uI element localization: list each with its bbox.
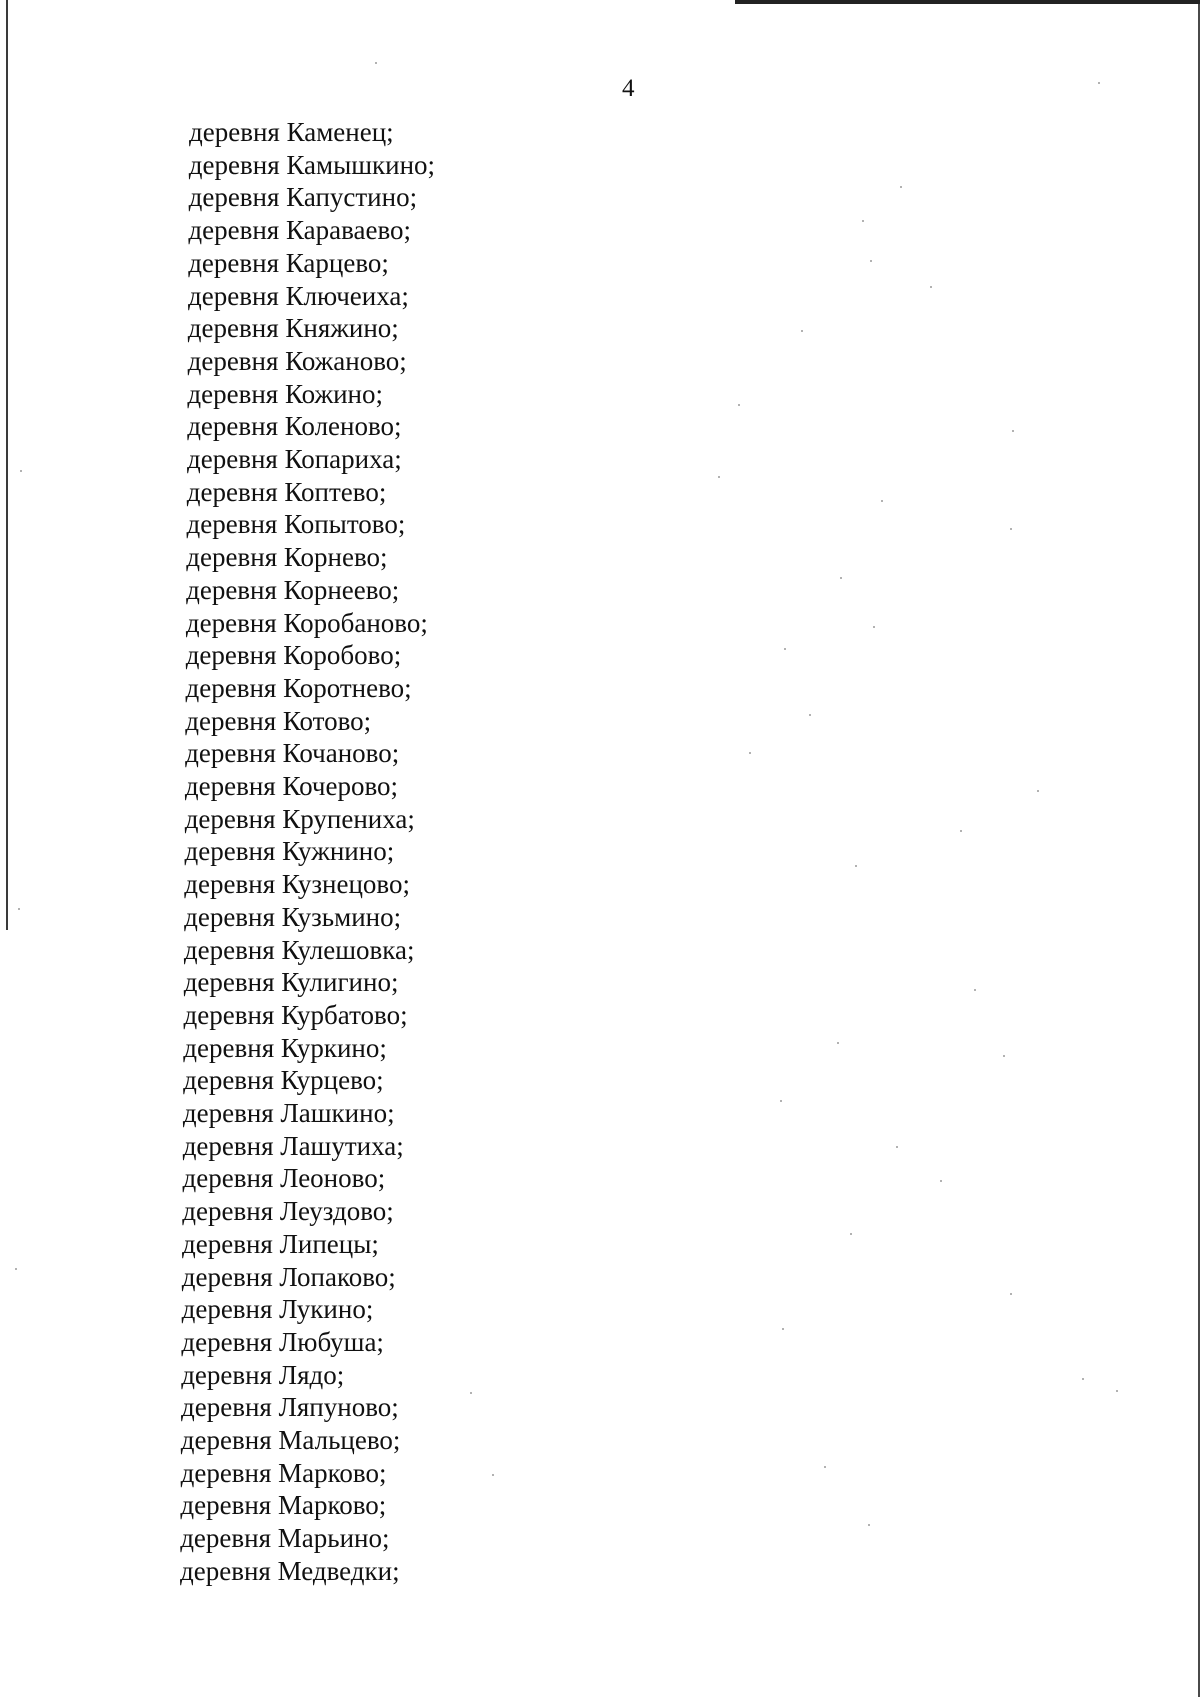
list-item: деревня Каменец; <box>189 117 394 147</box>
list-item: деревня Лопаково; <box>181 1261 396 1292</box>
scan-speck <box>900 186 902 188</box>
scan-speck <box>868 1524 870 1526</box>
scan-speck <box>824 1466 826 1468</box>
scan-speck <box>837 1042 839 1044</box>
list-item: деревня Медведки; <box>180 1555 400 1586</box>
list-item: деревня Котово; <box>185 705 372 736</box>
list-item: деревня Кузнецово; <box>184 869 410 900</box>
list-item: деревня Коробаново; <box>185 607 428 638</box>
scan-speck <box>855 865 857 867</box>
list-item: деревня Марково; <box>180 1457 387 1488</box>
list-item: деревня Лукино; <box>181 1294 374 1325</box>
list-item: деревня Курцево; <box>183 1065 384 1096</box>
scan-speck <box>870 260 872 262</box>
scan-speck <box>840 577 842 579</box>
scan-speck <box>1082 1378 1084 1380</box>
scan-speck <box>718 476 720 478</box>
scan-speck <box>1116 1390 1118 1392</box>
list-item: деревня Караваево; <box>188 215 412 246</box>
scan-speck <box>881 500 883 502</box>
scan-speck <box>1012 430 1014 432</box>
scan-speck <box>20 470 22 472</box>
scan-speck <box>375 62 377 64</box>
list-item: деревня Корнеево; <box>186 574 400 605</box>
scan-speck <box>780 1100 782 1102</box>
list-item: деревня Кожаново; <box>187 345 407 376</box>
scan-speck <box>749 752 751 754</box>
scan-speck <box>809 714 811 716</box>
list-item: деревня Коротнево; <box>185 672 412 703</box>
scan-speck <box>896 1146 898 1148</box>
scan-speck <box>1003 1055 1005 1057</box>
list-item: деревня Лашутиха; <box>182 1130 404 1161</box>
scan-speck <box>738 404 740 406</box>
list-item: деревня Копариха; <box>187 444 402 474</box>
list-item: деревня Коленово; <box>187 411 402 442</box>
scan-speck <box>15 1268 17 1270</box>
scan-speck <box>862 220 864 222</box>
list-item: деревня Липецы; <box>182 1228 379 1259</box>
list-item: деревня Карцево; <box>188 247 389 278</box>
list-item: деревня Кочаново; <box>185 738 400 769</box>
list-item: деревня Камышкино; <box>188 149 436 180</box>
scan-speck <box>801 330 803 332</box>
list-item: деревня Мальцево; <box>180 1425 401 1455</box>
scan-speck <box>1010 1293 1012 1295</box>
list-item: деревня Любуша; <box>181 1326 384 1357</box>
list-item: деревня Ляпуново; <box>181 1392 399 1423</box>
scan-speck <box>1010 528 1012 530</box>
list-item: деревня Кужнино; <box>184 836 395 867</box>
scan-speck <box>930 286 932 288</box>
list-item: деревня Копытово; <box>186 509 406 540</box>
list-item: деревня Леуздово; <box>182 1196 394 1227</box>
list-item: деревня Коробово; <box>185 640 402 671</box>
list-item: деревня Княжино; <box>187 313 399 344</box>
list-item: деревня Корнево; <box>186 542 388 573</box>
list-item: деревня Крупениха; <box>184 803 415 834</box>
scan-speck <box>492 1474 494 1476</box>
list-item: деревня Коптево; <box>186 476 387 507</box>
scan-speck <box>1037 790 1039 792</box>
page-number: 4 <box>622 75 635 102</box>
list-item: деревня Марьино; <box>180 1523 390 1554</box>
scan-speck <box>784 648 786 650</box>
scan-speck <box>974 989 976 991</box>
scan-speck <box>940 1180 942 1182</box>
list-item: деревня Кузьмино; <box>184 901 402 932</box>
list-item: деревня Кочерово; <box>184 771 399 801</box>
scan-speck <box>782 1328 784 1330</box>
list-item: деревня Лядо; <box>181 1359 345 1390</box>
list-item: деревня Курбатово; <box>183 999 408 1030</box>
scan-speck <box>1098 82 1100 84</box>
scan-speck <box>960 830 962 832</box>
list-item: деревня Лашкино; <box>182 1098 395 1128</box>
list-item: деревня Кулешовка; <box>183 934 415 965</box>
list-item: деревня Леоново; <box>182 1163 386 1194</box>
list-item: деревня Кулигино; <box>183 967 399 998</box>
scan-speck <box>850 1233 852 1235</box>
list-item: деревня Капустино; <box>188 182 418 213</box>
list-item: деревня Ключеиха; <box>188 280 409 311</box>
scan-speck <box>470 1392 472 1394</box>
list-item: деревня Куркино; <box>183 1032 387 1063</box>
list-item: деревня Кожино; <box>187 378 384 409</box>
scan-speck <box>873 626 875 628</box>
list-item: деревня Марково; <box>180 1490 387 1521</box>
scan-speck <box>18 908 20 910</box>
